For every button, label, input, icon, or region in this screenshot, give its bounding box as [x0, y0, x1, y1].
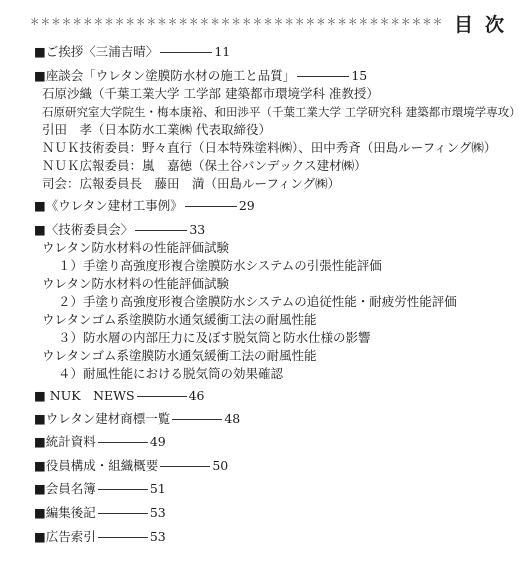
- toc-entry-news: [34, 388, 204, 404]
- technical-topic: ウレタン防水材料の性能評価試験: [42, 276, 230, 291]
- toc-entry-editorial: [34, 505, 166, 521]
- technical-subtopic: ２）手塗り高強度形複合塗膜防水システムの追従性能・耐疲労性能評価: [58, 294, 457, 309]
- entry-page: 51: [149, 481, 166, 496]
- leader-rule: [160, 466, 210, 467]
- entry-label: ■〈技術委員会〉: [34, 222, 134, 237]
- entry-label: ■ウレタン建材商標一覧: [34, 411, 171, 426]
- entry-label: ■ NUK NEWS: [34, 388, 135, 403]
- leader-rule: [98, 537, 148, 538]
- toc-entry-members: [34, 481, 166, 497]
- technical-topic: ウレタンゴム系塗膜防水通気緩衝工法の耐風性能: [42, 312, 317, 327]
- leader-rule: [137, 396, 187, 397]
- technical-subtopic: ３）防水層の内部圧力に及ぼす脱気筒と防水仕様の影響: [58, 330, 371, 345]
- toc-entry-officers: [34, 458, 228, 474]
- participant-line: ＮＵＫ技術委員：野々直行（日本特殊塗料㈱）、田中秀斉（田島ルーフィング㈱）: [42, 140, 497, 155]
- toc-entry-trademarks: [34, 411, 240, 427]
- entry-page: 49: [149, 434, 166, 449]
- leader-rule: [172, 419, 222, 420]
- participant-line: 司会：広報委員長 藤田 満（田島ルーフィング㈱）: [42, 176, 341, 191]
- entry-label: ■座談会「ウレタン塗膜防水材の施工と品質」: [34, 68, 296, 83]
- leader-rule: [297, 76, 349, 77]
- technical-subtopic: ４）耐風性能における脱気筒の効果確認: [58, 366, 284, 381]
- leader-rule: [185, 206, 237, 207]
- toc-entry-ads: [34, 529, 166, 545]
- entry-page: 53: [149, 505, 166, 520]
- leader-rule: [98, 442, 148, 443]
- technical-topic: ウレタン防水材料の性能評価試験: [42, 240, 230, 255]
- entry-label: ■統計資料: [34, 434, 96, 449]
- entry-label: ■《ウレタン建材工事例》: [34, 198, 183, 213]
- toc-entry-roundtable: [34, 68, 367, 84]
- participant-line: 石原沙織（千葉工業大学 工学部 建築都市環境学科 准教授）: [42, 86, 379, 101]
- entry-label: ■編集後記: [34, 505, 96, 520]
- toc-entry-stats: [34, 434, 166, 450]
- entry-page: 11: [214, 44, 231, 59]
- entry-label: ■ご挨拶〈三浦吉晴〉: [34, 44, 159, 59]
- entry-label: ■会員名簿: [34, 481, 96, 496]
- toc-entry-cases: [34, 198, 255, 214]
- entry-label: ■役員構成・組織概要: [34, 458, 159, 473]
- leader-rule: [135, 230, 187, 231]
- participant-line: 引田 孝（日本防水工業㈱ 代表取締役）: [42, 122, 271, 137]
- leader-rule: [98, 513, 148, 514]
- entry-page: 46: [188, 388, 205, 403]
- star-border: ＊＊＊＊＊＊＊＊＊＊＊＊＊＊＊＊＊＊＊＊＊＊＊＊＊＊＊＊＊＊＊＊＊＊＊＊＊＊＊: [30, 17, 444, 28]
- entry-page: 15: [351, 68, 368, 83]
- entry-page: 33: [189, 222, 206, 237]
- entry-label: ■広告索引: [34, 529, 96, 544]
- page-title: 目次: [454, 14, 517, 36]
- toc-entry-greeting: [34, 44, 230, 60]
- toc-header: [0, 10, 529, 38]
- entry-page: 29: [238, 198, 255, 213]
- participant-line: ＮＵＫ広報委員：嵐 嘉徳（保土谷バンデックス建材㈱）: [42, 158, 367, 173]
- entry-page: 50: [212, 458, 229, 473]
- technical-subtopic: １）手塗り高強度形複合塗膜防水システムの引張性能評価: [58, 258, 382, 273]
- leader-rule: [98, 489, 148, 490]
- technical-topic: ウレタンゴム系塗膜防水通気緩衝工法の耐風性能: [42, 348, 317, 363]
- entry-page: 48: [224, 411, 241, 426]
- leader-rule: [160, 52, 212, 53]
- entry-page: 53: [149, 529, 166, 544]
- participant-line: 石原研究室大学院生・梅本康裕、和田渉平（千葉工業大学 工学研究科 建築都市環境学専攻）: [42, 105, 521, 119]
- toc-entry-technical: [34, 222, 205, 238]
